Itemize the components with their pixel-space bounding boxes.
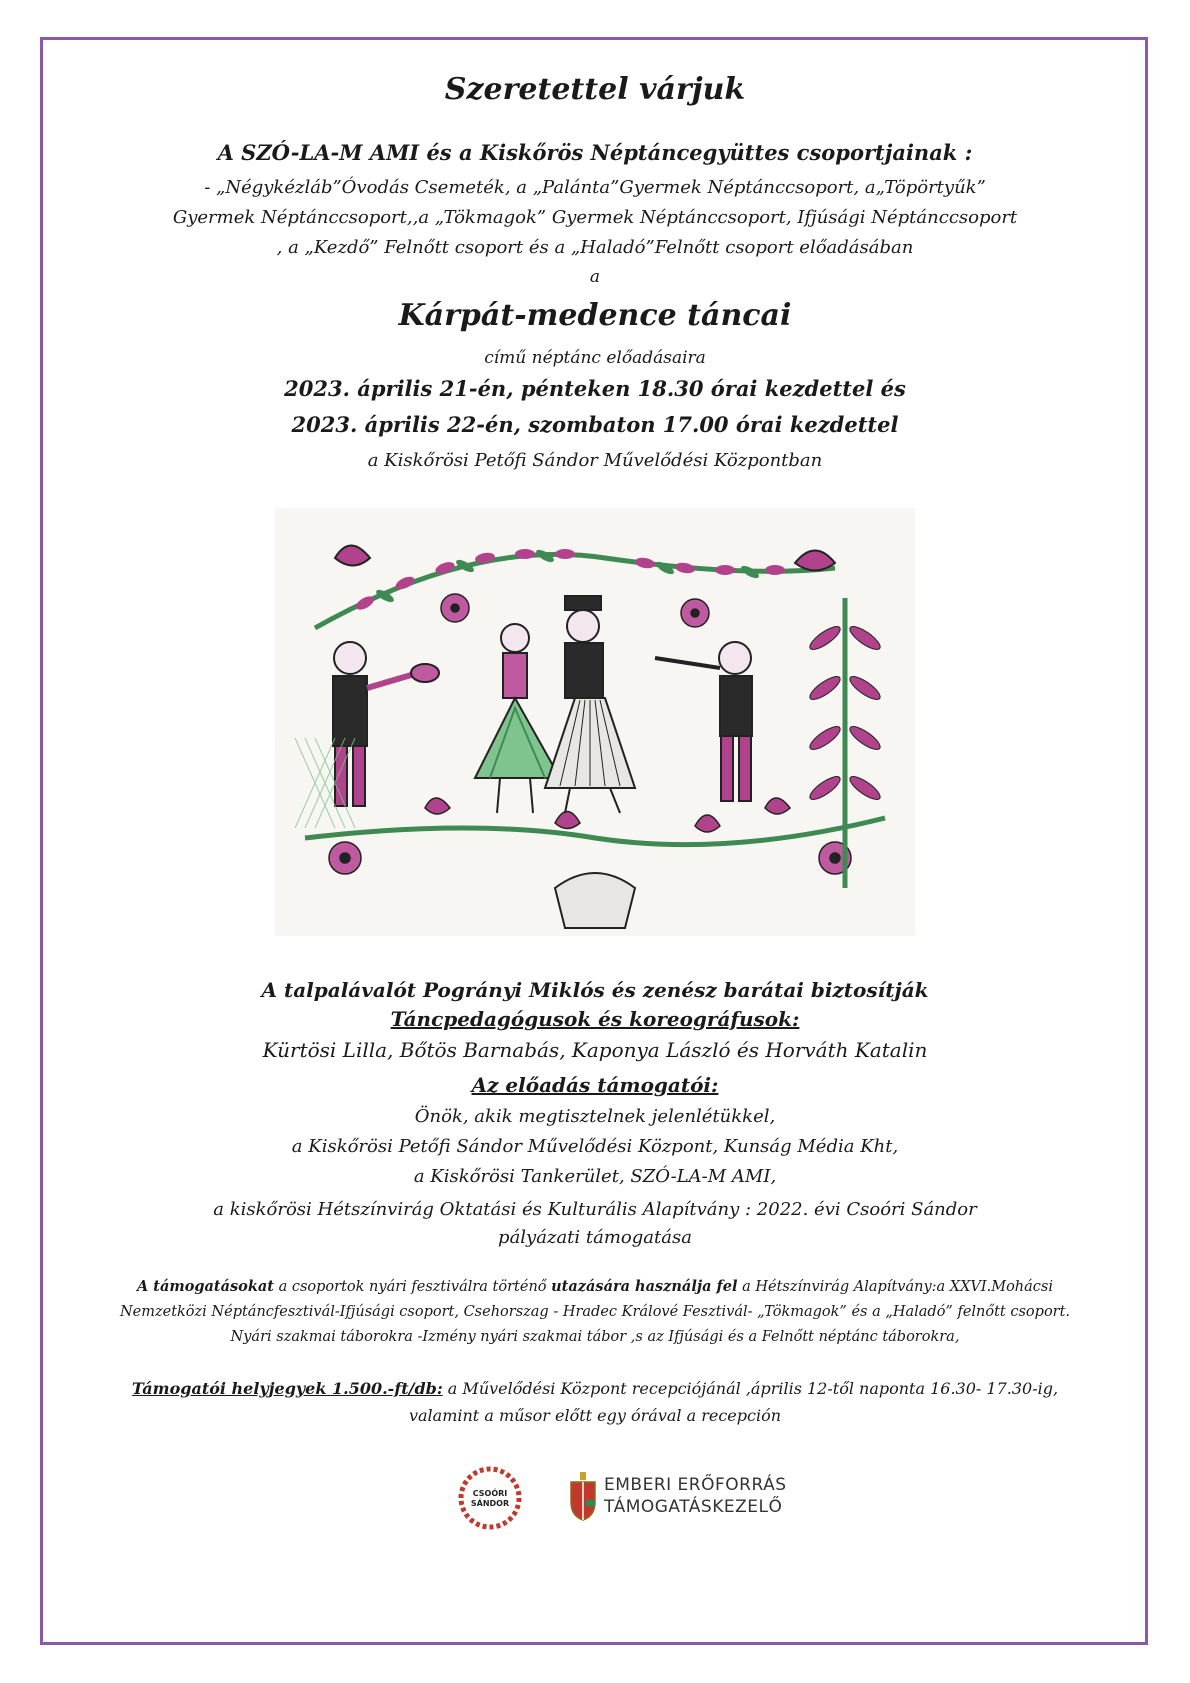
funding-text-2: a Hétszínvirág Alapítvány:a XXVI.Mohácsi Nemzetközi Néptáncfesztivál-Ifjúsági csoport, Csehorszag - Hradec Králové Fesztivál- „Tökmagok” és a „Haladó” felnőtt csoport. Nyári szakmai táborokra -Izmény nyári szakmai tábor ,s az Ifjúsági és a Felnőtt néptánc táborokra, <box>119 1279 1071 1345</box>
supporter-line: Önök, akik megtisztelnek jelenlétükkel, <box>414 1106 776 1127</box>
logo-line-1: EMBERI ERŐFORRÁS <box>604 1475 787 1495</box>
funding-lead: A támogatásokat <box>136 1278 274 1295</box>
tickets-lead: Támogatói helyjegyek 1.500.-ft/db: <box>131 1379 443 1398</box>
invitation-title: Szeretettel várjuk <box>444 72 746 107</box>
supporters-heading: Az előadás támogatói: <box>471 1073 719 1097</box>
tickets-text: a Művelődési Központ recepciójánál ,április 12-től naponta 16.30- 17.30-ig, valamint a műsor előtt egy órával a recepción <box>408 1379 1059 1425</box>
funding-paragraph <box>60 1274 1130 1350</box>
tickets-paragraph <box>60 1375 1130 1429</box>
show-title: Kárpát-medence táncai <box>398 298 792 333</box>
folk-dance-illustration <box>275 508 915 936</box>
emberi-eroforras-logo <box>568 1470 798 1524</box>
date-line-2: 2023. április 22-én, szombaton 17.00 órai kezdettel <box>291 412 899 437</box>
connector-text: a <box>589 267 601 287</box>
venue-line: a Kiskőrösi Petőfi Sándor Művelődési Központban <box>367 450 823 471</box>
supporter-line: a Kiskőrösi Tankerület, SZÓ-LA-M AMI, <box>413 1166 777 1187</box>
groups-list: - „Négykézláb”Óvodás Csemeték, a „Palánta”Gyermek Néptánccsoport, a„Töpörtyűk” Gyermek Néptánccsoport,,a „Tökmagok” Gyermek Néptánccsoport, Ifjúsági Néptánccsoport , a „Kezdő” Felnőtt csoport és a „Haladó”Felnőtt csoport előadásában <box>172 177 1018 258</box>
teachers-list: Kürtösi Lilla, Bőtös Barnabás, Kaponya László és Horváth Katalin <box>262 1038 928 1062</box>
funding-emphasis: utazására használja fel <box>551 1278 738 1295</box>
supporter-line: a kiskőrösi Hétszínvirág Oktatási és Kulturális Alapítvány : 2022. évi Csoóri Sándor pályázati támogatása <box>213 1199 977 1248</box>
logo-line-2: TÁMOGATÁSKEZELŐ <box>604 1497 783 1517</box>
csoori-sandor-logo <box>458 1466 522 1530</box>
coat-of-arms-icon <box>568 1472 598 1522</box>
teachers-heading: Táncpedagógusok és koreográfusok: <box>390 1007 800 1031</box>
date-line-1: 2023. április 21-én, pénteken 18.30 órai kezdettel és <box>284 376 906 401</box>
logo-text-line-1: CSOÓRI <box>472 1489 508 1498</box>
music-credit: A talpalávalót Pogrányi Miklós és zenész barátai biztosítják <box>261 978 929 1002</box>
funding-text-1: a csoportok nyári fesztiválra történő <box>274 1279 552 1295</box>
supporter-line: a Kiskőrösi Petőfi Sándor Művelődési Központ, Kunság Média Kht, <box>291 1136 899 1157</box>
organizers-line: A SZÓ-LA-M AMI és a Kiskőrös Néptáncegyüttes csoportjainak : <box>217 140 973 165</box>
logo-text-line-2: SÁNDOR <box>470 1499 510 1508</box>
show-subtitle: című néptánc előadásaira <box>484 348 706 368</box>
